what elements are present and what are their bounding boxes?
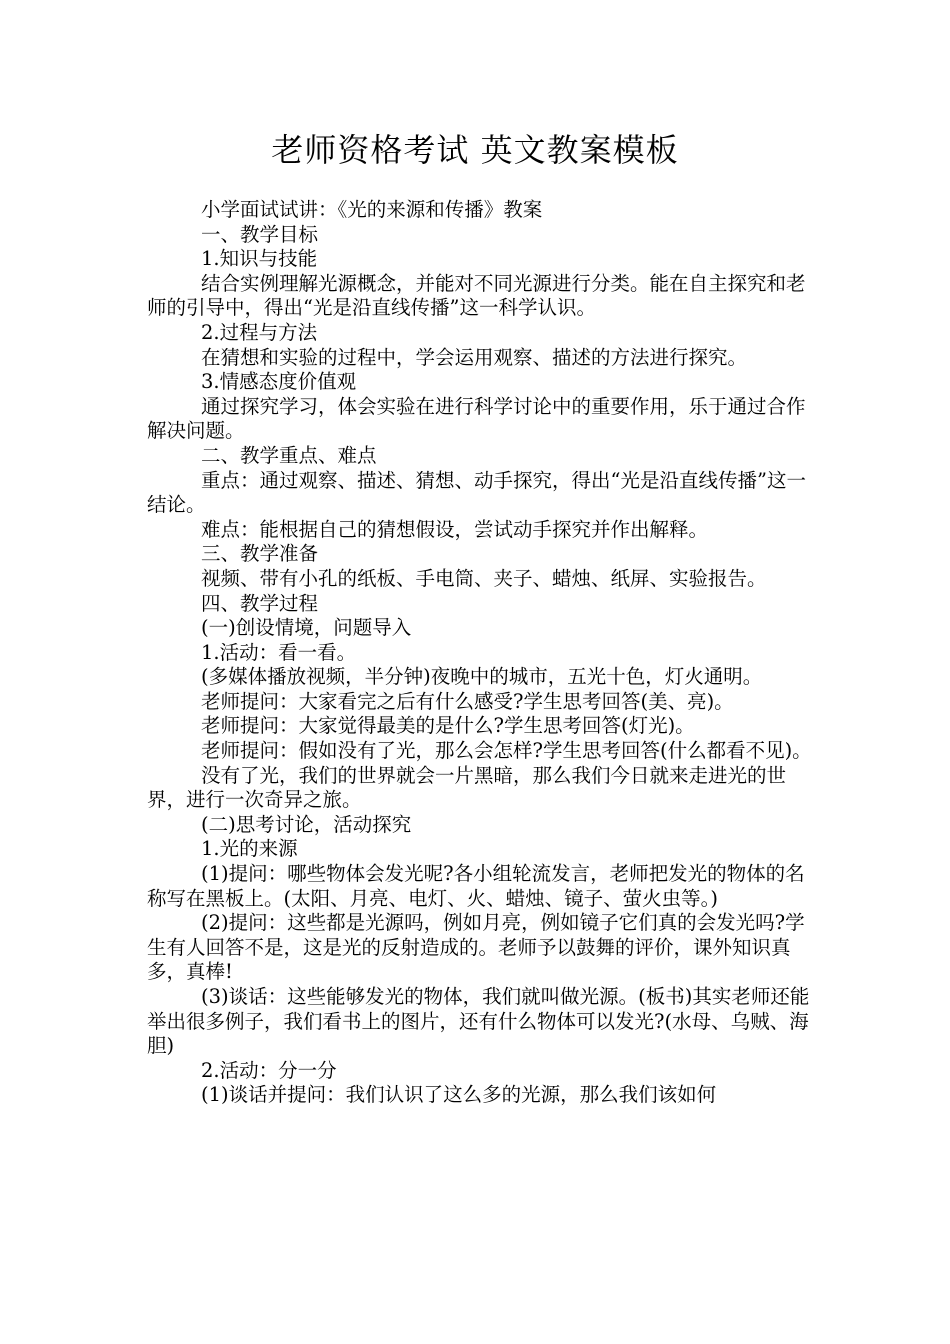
paragraph: 视频、带有小孔的纸板、手电筒、夹子、蜡烛、纸屏、实验报告。	[201, 566, 767, 590]
subsection-heading: 2.活动：分一分	[201, 1058, 337, 1082]
paragraph: (3)谈话：这些能够发光的物体，我们就叫做光源。(板书)其实老师还能举出很多例子，我们看书上的图片，还有什么物体可以发光?(水母、乌贼、海胆)	[147, 985, 810, 1058]
subsection-heading: 1.知识与技能	[201, 247, 318, 271]
paragraph: 结合实例理解光源概念，并能对不同光源进行分类。能在自主探究和老师的引导中，得出“光是沿直线传播”这一科学认识。	[147, 271, 806, 320]
document-title: 老师资格考试 英文教案模板	[271, 131, 679, 169]
paragraph: 小学面试试讲：《光的来源和传播》教案	[201, 198, 543, 221]
subsection-heading: 1.光的来源	[201, 837, 298, 861]
section-heading: 一、教学目标	[201, 222, 319, 246]
paragraph: (2)提问：这些都是光源吗，例如月亮，例如镜子它们真的会发光吗?学生有人回答不是，这是光的反射造成的。老师予以鼓舞的评价，课外知识真多，真棒!	[147, 911, 805, 984]
paragraph: 没有了光，我们的世界就会一片黑暗，那么我们今日就来走进光的世界，进行一次奇异之旅。	[147, 763, 787, 812]
subsection-heading: (二)思考讨论，活动探究	[201, 812, 412, 836]
paragraph: 重点：通过观察、描述、猜想、动手探究，得出“光是沿直线传播”这一结论。	[147, 468, 806, 517]
paragraph: 老师提问：大家看完之后有什么感受?学生思考回答(美、亮)。	[201, 689, 734, 713]
section-heading: 三、教学准备	[201, 542, 319, 566]
subsection-heading: 3.情感态度价值观	[201, 370, 357, 394]
paragraph: (1)提问：哪些物体会发光呢?各小组轮流发言，老师把发光的物体的名称写在黑板上。(太阳、月亮、电灯、火、蜡烛、镜子、萤火虫等。)	[147, 862, 805, 910]
paragraph: 难点：能根据自己的猜想假设，尝试动手探究并作出解释。	[201, 517, 709, 541]
subsection-heading: (一)创设情境，问题导入	[201, 616, 412, 640]
paragraph: 老师提问：大家觉得最美的是什么?学生思考回答(灯光)。	[201, 714, 695, 738]
subsection-heading: 2.过程与方法	[201, 320, 318, 344]
document-body	[147, 198, 815, 1108]
paragraph: (多媒体播放视频，半分钟)夜晚中的城市，五光十色，灯火通明。	[201, 665, 763, 689]
section-heading: 四、教学过程	[201, 591, 319, 615]
paragraph: 老师提问：假如没有了光，那么会怎样?学生思考回答(什么都看不见)。	[201, 739, 812, 763]
subsection-heading: 1.活动：看一看。	[201, 640, 357, 664]
paragraph: 通过探究学习，体会实验在进行科学讨论中的重要作用，乐于通过合作解决问题。	[147, 394, 806, 443]
section-heading: 二、教学重点、难点	[201, 443, 377, 467]
paragraph: 在猜想和实验的过程中，学会运用观察、描述的方法进行探究。	[201, 345, 748, 369]
paragraph: (1)谈话并提问：我们认识了这么多的光源，那么我们该如何	[201, 1083, 717, 1107]
